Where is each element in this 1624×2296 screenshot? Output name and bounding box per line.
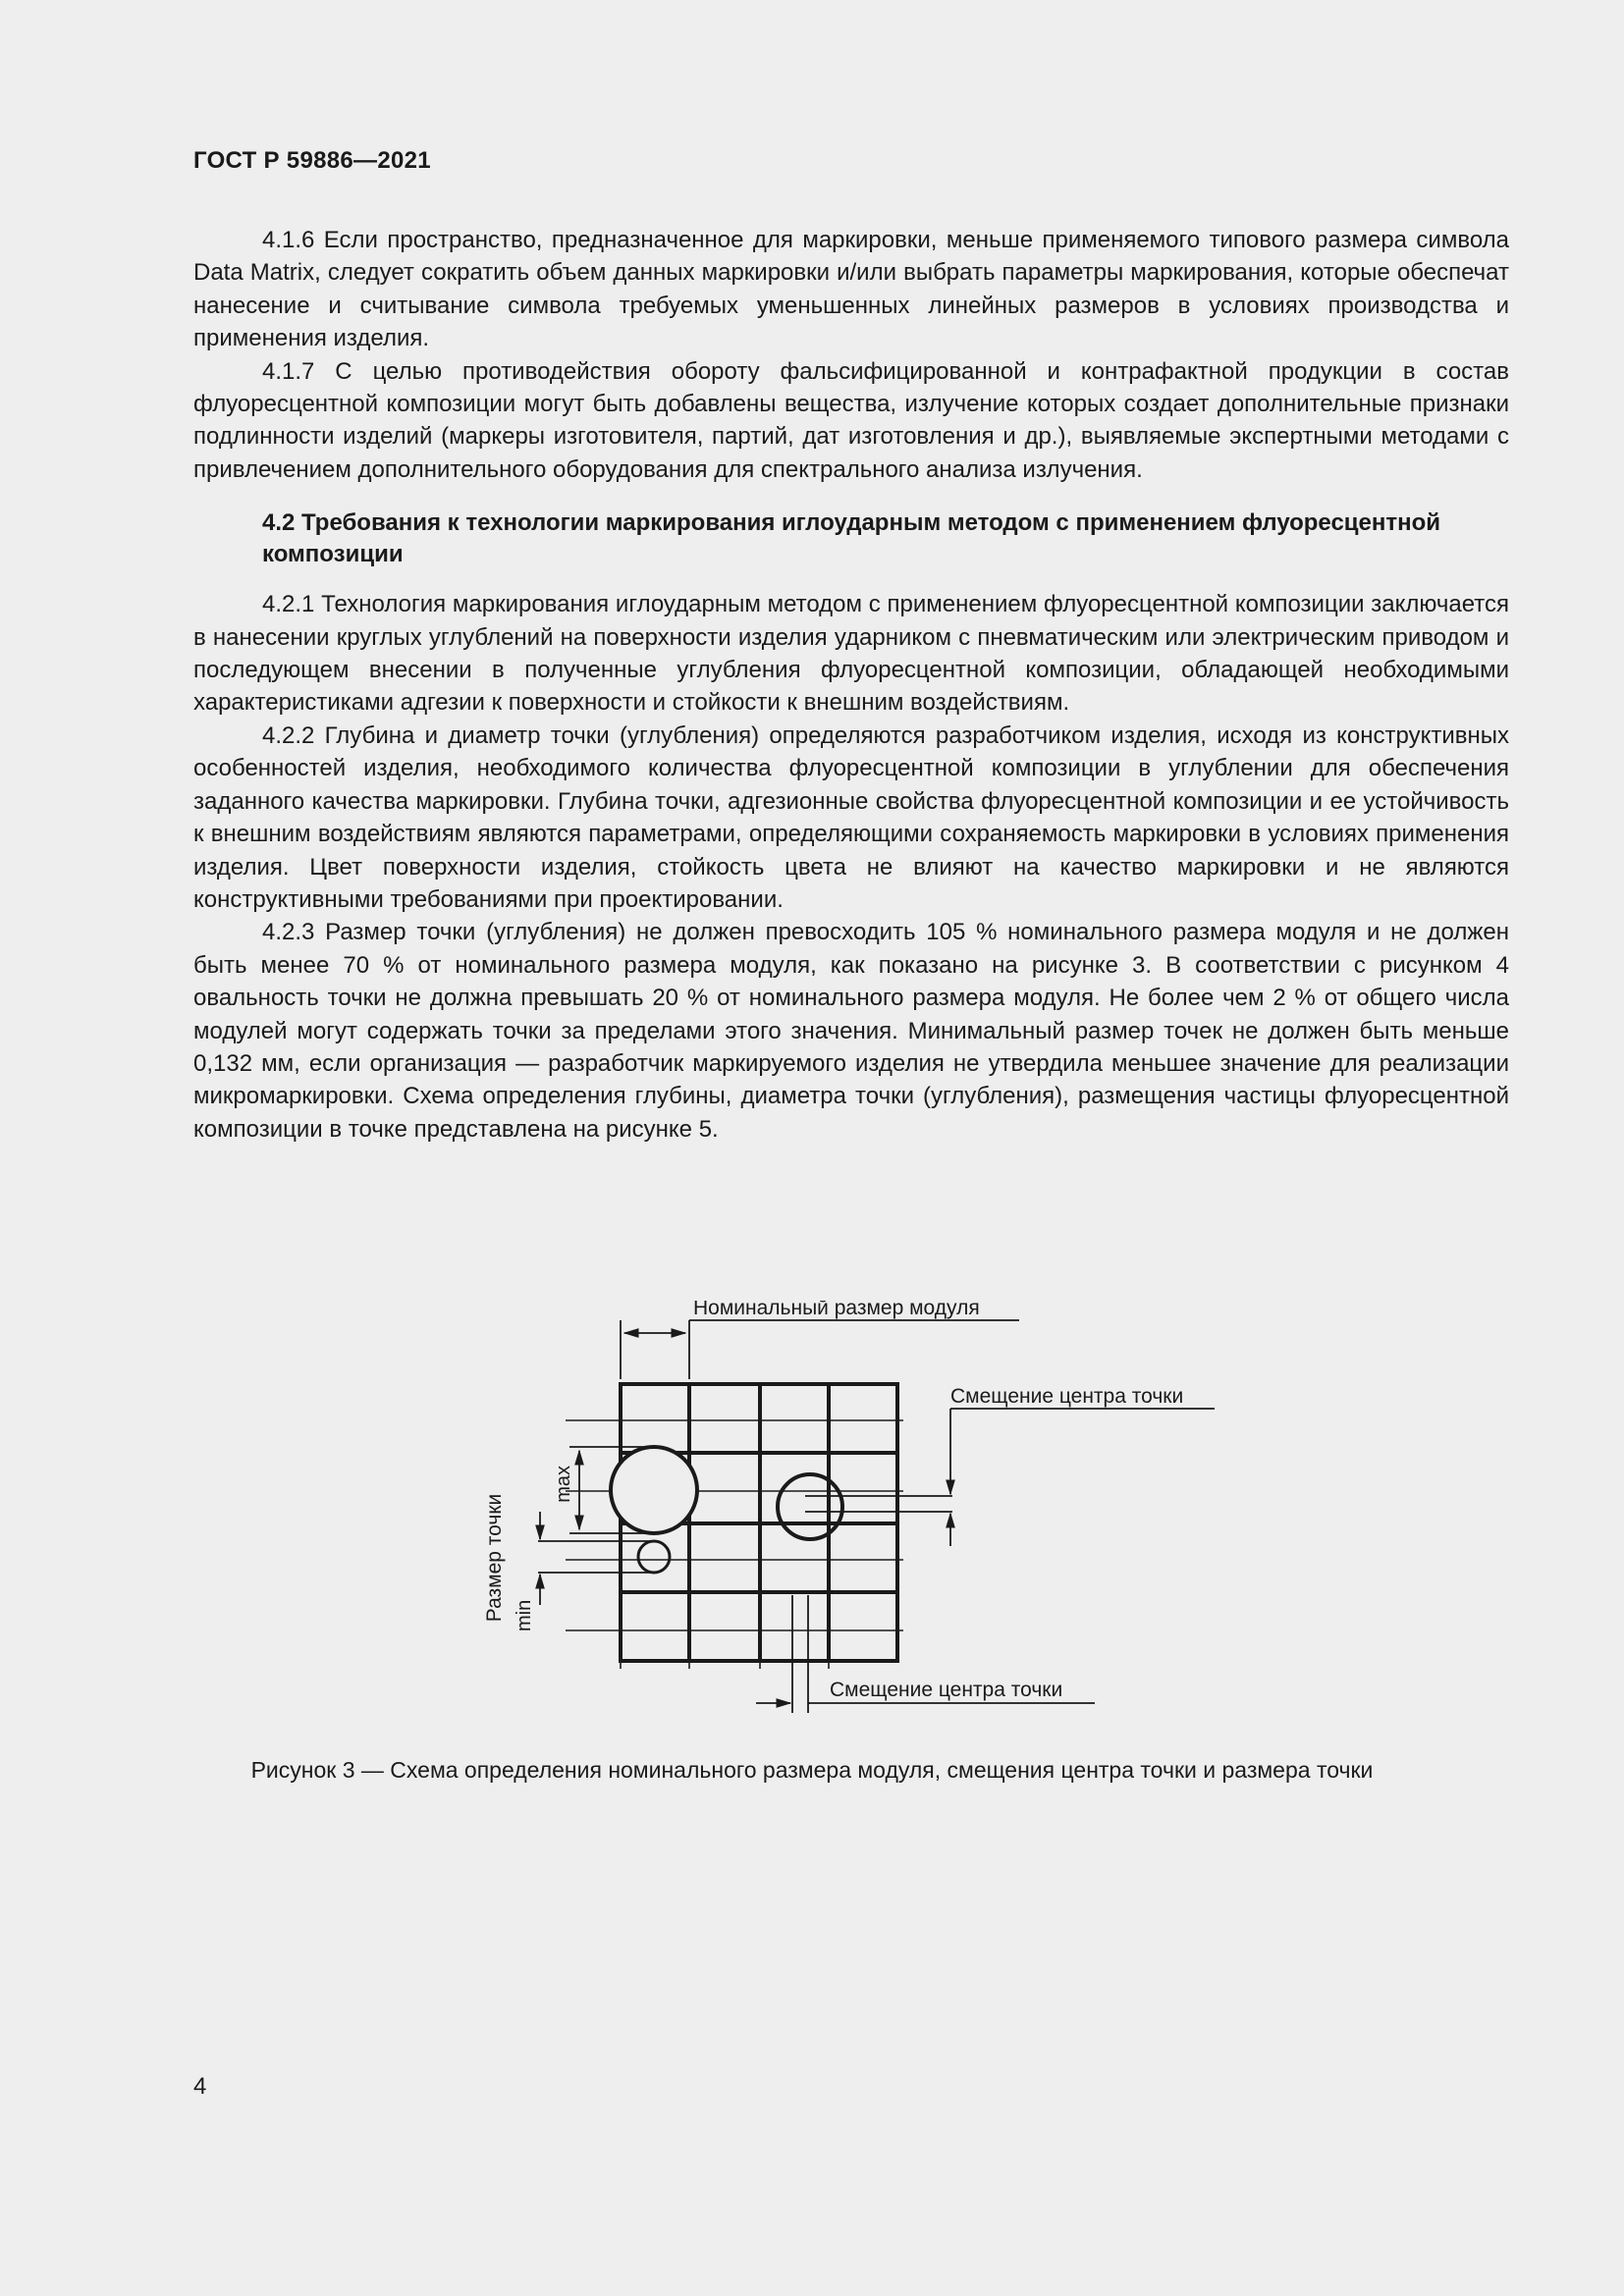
paragraph-4-1-7: 4.1.7 С целью противодействия обороту фальсифицированной и контрафактной продукции в состав флуоресцентной композиции могут быть добавлены вещества, излучение которых создает дополнительные признаки подлинности изделий (маркеры изготовителя, партий, дат изготовления и др.), выявляемые экспертными методами с привлечением дополнительного оборудования для спектрального анализа излучения. [193, 357, 1509, 483]
paragraph-4-2-1: 4.2.1 Технология маркирования иглоударным методом с применением флуоресцентной композиции заключается в нанесении круглых углублений на поверхности изделия ударником с пневматическим или электрическим приводом и последующем внесении в полученные углубления флуоресцентной композиции, обладающей необходимыми характеристиками адгезии к поверхности и стойкости к внешним воздействиям. [193, 591, 1509, 717]
nominal-size-dimension [621, 1320, 1019, 1379]
small-dot-circle [638, 1541, 670, 1573]
document-body [193, 224, 1509, 1146]
paragraph-4-2-3: 4.2.3 Размер точки (углубления) не должен превосходить 105 % номинального размера модуля и не должен быть менее 70 % от номинального размера модуля, как показано на рисунке 3. В соответствии с рисунком 4 овальность точки не должна превышать 20 % от номинального размера модуля. Не более чем 2 % от общего числа модулей могут содержать точки за пределами этого значения. Минимальный размер точек не должен быть меньше 0,132 мм, если организация — разработчик маркируемого изделия не утвердила меньшее значение для реализации микромаркировки. Схема определения глубины, диаметра точки (углубления), размещения частицы флуоресцентной композиции в точке представлена на рисунке 5. [193, 919, 1509, 1143]
label-max: max [553, 1466, 574, 1503]
label-offset-top: Смещение центра точки [950, 1385, 1184, 1408]
label-dot-size: Размер точки [483, 1493, 506, 1623]
figure-3-caption: Рисунок 3 — Схема определения номинального размера модуля, смещения центра точки и размера точки [250, 1757, 1374, 1783]
paragraph-4-1-6: 4.1.6 Если пространство, предназначенное для маркировки, меньше применяемого типового размера символа Data Matrix, следует сократить объем данных маркировки и/или выбрать параметры маркирования, которые обеспечат нанесение и считывание символа требуемых уменьшенных линейных размеров в условиях производства и применения изделия. [193, 227, 1509, 352]
document-header: ГОСТ Р 59886—2021 [193, 147, 431, 174]
offset-dot-circle [778, 1474, 842, 1539]
paragraph-4-2-2: 4.2.2 Глубина и диаметр точки (углубления) определяются разработчиком изделия, исходя из конструктивных особенностей изделия, необходимого количества флуоресцентной композиции в углублении для обеспечения заданного качества маркировки. Глубина точки, адгезионные свойства флуоресцентной композиции и ее устойчивость к внешним воздействиям являются параметрами, определяющими сохраняемость маркировки в условиях применения изделия. Цвет поверхности изделия, стойкость цвета не влияют на качество маркировки и не являются конструктивными требованиями при проектировании. [193, 721, 1509, 913]
label-offset-bottom: Смещение центра точки [830, 1679, 1063, 1701]
section-heading-4-2: 4.2 Требования к технологии маркирования иглоударным методом с применением флуоресцентной композиции [262, 509, 1441, 568]
module-grid-svg [471, 1301, 1237, 1723]
grid-thin-lines [566, 1384, 903, 1669]
large-dot-circle [611, 1447, 697, 1533]
label-nominal-size: Номинальный размер модуля [693, 1301, 980, 1319]
page-number: 4 [193, 2073, 207, 2100]
label-min: min [514, 1599, 535, 1631]
figure-3-diagram [471, 1301, 1237, 1723]
